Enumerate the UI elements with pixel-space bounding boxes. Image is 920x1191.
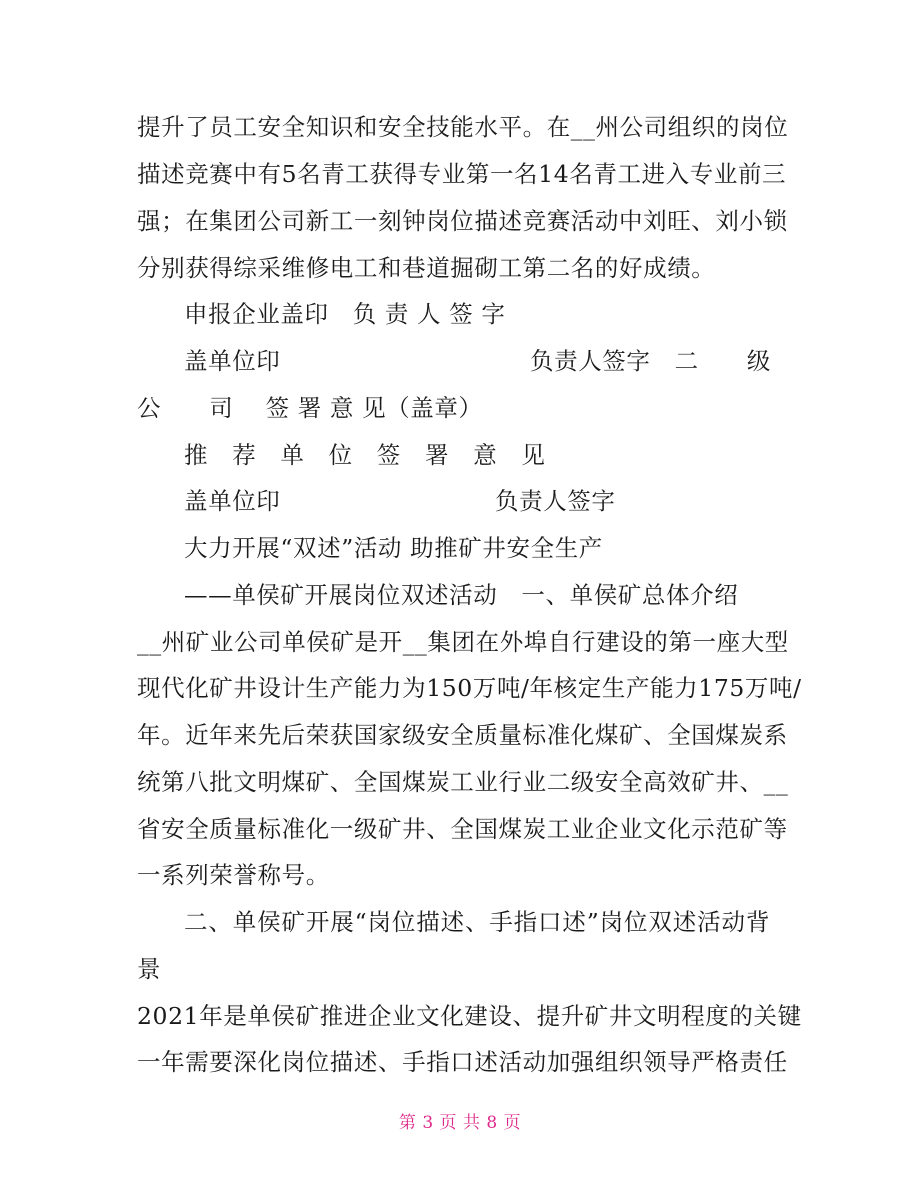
paragraph-line: 2021年是单侯矿推进企业文化建设、提升矿井文明程度的关键 (137, 1002, 802, 1030)
paragraph-line: 描述竞赛中有5名青工获得专业第一名14名青工进入专业前三 (137, 160, 787, 188)
paragraph-line: 一年需要深化岗位描述、手指口述活动加强组织领导严格责任 (137, 1048, 788, 1076)
paragraph-line: __州矿业公司单侯矿是开__集团在外埠自行建设的第一座大型 (137, 628, 789, 656)
paragraph-line: 统第八批文明煤矿、全国煤炭工业行业二级安全高效矿井、__ (137, 768, 789, 796)
paragraph-line: 一系列荣誉称号。 (137, 861, 330, 889)
article-subtitle: ——单侯矿开展岗位双述活动 一、单侯矿总体介绍 (184, 581, 739, 609)
applicant-seal-label: 申报企业盖印 负 责 人 签 字 (184, 300, 506, 328)
signature-label: 负责人签字 二 级 (530, 347, 771, 375)
section-heading: 二、单侯矿开展“岗位描述、手指口述”岗位双述活动背 (184, 908, 770, 936)
paragraph-line: 省安全质量标准化一级矿井、全国煤炭工业企业文化示范矿等 (137, 815, 788, 843)
paragraph-line: 年。近年来先后荣获国家级安全质量标准化煤矿、全国煤炭系 (137, 721, 788, 749)
paragraph-line: 现代化矿井设计生产能力为150万吨/年核定生产能力175万吨/ (137, 674, 802, 702)
paragraph-line: 分别获得综采维修电工和巷道掘砌工第二名的好成绩。 (137, 254, 716, 282)
unit-seal-label: 盖单位印 (184, 487, 281, 515)
signature-label: 负责人签字 (495, 487, 616, 515)
paragraph-line: 强；在集团公司新工一刻钟岗位描述竞赛活动中刘旺、刘小锁 (137, 207, 788, 235)
paragraph-line: 提升了员工安全知识和安全技能水平。在__州公司组织的岗位 (137, 113, 789, 141)
recommend-opinion-label: 推 荐 单 位 签 署 意 见 (184, 441, 546, 469)
unit-seal-label: 盖单位印 (184, 347, 281, 375)
page-number: 第 3 页 共 8 页 (398, 1113, 522, 1133)
article-title: 大力开展“双述”活动 助推矿井安全生产 (184, 534, 603, 562)
section-heading: 景 (137, 955, 162, 983)
company-opinion-label: 公 司 签 署 意 见（盖章） (137, 394, 483, 422)
